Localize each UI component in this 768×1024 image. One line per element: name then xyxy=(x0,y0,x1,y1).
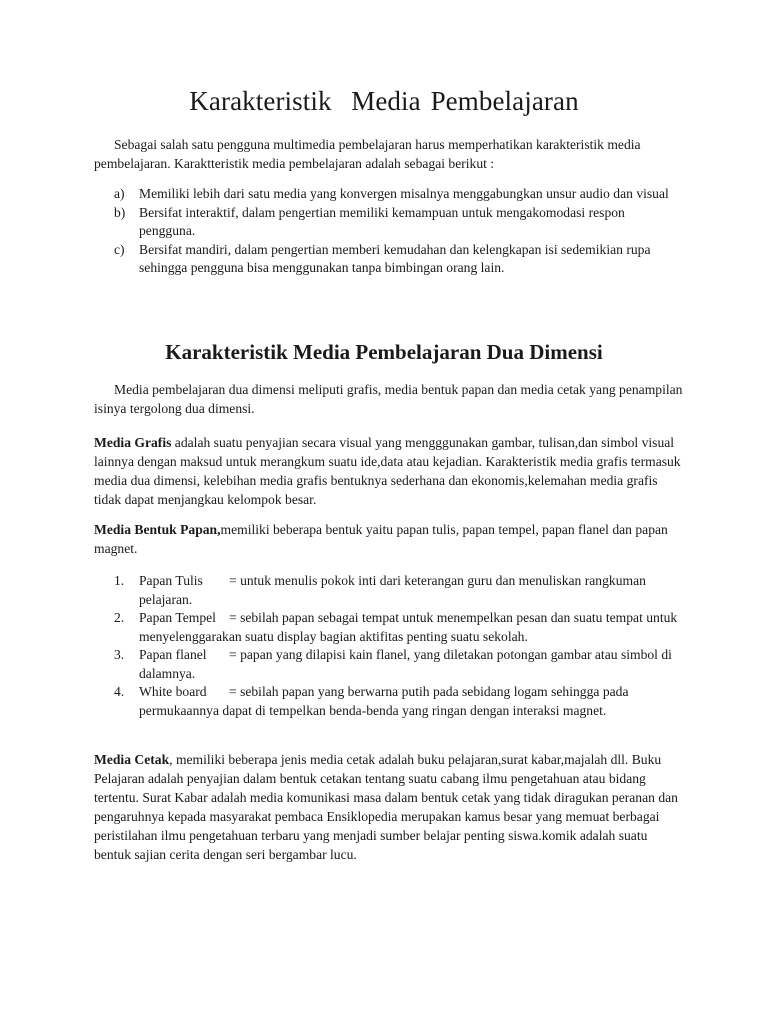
section-intro-paragraph: Media pembelajaran dua dimensi meliputi grafis, media bentuk papan dan media cetak yang penampilan isinya tergolong dua dimensi. xyxy=(94,382,683,416)
media-papan-term: Media Bentuk Papan, xyxy=(94,522,221,537)
list-item-text: = papan yang dilapisi kain flanel, yang diletakan potongan gambar atau simbol di dalamnya. xyxy=(139,647,672,681)
media-grafis-term: Media Grafis xyxy=(94,435,172,450)
list-item-text: = sebilah papan sebagai tempat untuk menempelkan pesan dan suatu tempat untuk menyelenggarakan suatu display bagian aktifitas penting suatu sekolah. xyxy=(139,610,678,644)
papan-types-list xyxy=(114,572,684,720)
list-marker: 4. xyxy=(114,684,125,699)
list-item-text: Bersifat interaktif, dalam pengertian memiliki kemampuan untuk mengakomodasi respon pengguna. xyxy=(139,204,625,238)
list-item xyxy=(114,185,684,204)
intro-paragraph: Sebagai salah satu pengguna multimedia pembelajaran harus memperhatikan karakteristik media pembelajaran. Karaktteristik media pembelajaran adalah sebagai berikut : xyxy=(94,137,641,171)
list-item xyxy=(114,646,684,683)
list-marker: a) xyxy=(114,186,125,201)
list-marker: b) xyxy=(114,204,126,220)
media-grafis-paragraph xyxy=(94,433,684,509)
list-item-text: = untuk menulis pokok inti dari keterangan guru dan menuliskan rangkuman pelajaran. xyxy=(139,573,646,607)
media-cetak-paragraph xyxy=(94,750,684,864)
list-item-term: Papan Tulis xyxy=(139,573,203,588)
list-marker: c) xyxy=(114,241,125,257)
list-marker: 2. xyxy=(114,610,125,625)
media-grafis-text: adalah suatu penyajian secara visual yang mengggunakan gambar, tulisan,dan simbol visual lainnya dengan maksud untuk merangkum suatu ide,data atau kejadian. Karakteristik media grafis termasuk media dua dimensi, kelebihan media grafis bentuknya sederhana dan ekonomis,kelemahan media grafis tidak dapat menjangkau kelompok besar. xyxy=(94,435,681,507)
list-item-text: = sebilah papan yang berwarna putih pada sebidang logam sehingga pada permukaannya dapat di tempelkan benda-benda yang ringan dengan interaksi magnet. xyxy=(139,684,629,718)
section-title: Karakteristik Media Pembelajaran Dua Dimensi xyxy=(165,340,603,364)
list-item xyxy=(114,683,684,720)
media-cetak-text: , memiliki beberapa jenis media cetak adalah buku pelajaran,surat kabar,majalah dll. Buku Pelajaran adalah penyajian dalam bentuk cetakan tentang suatu cabang ilmu pengetahuan atau bidang tertentu. Surat Kabar adalah media komunikasi masa dalam bentuk cetak yang tidak diragukan peranan dan pengaruhnya kepada masyarakat pembaca Ensiklopedia merupakan kamus besar yang memuat berbagai peristilahan ilmu pengetahuan terbaru yang menjadi sumber belajar penting siswa.komik adalah suatu bentuk sajian cerita dengan seri bergambar lucu. xyxy=(94,752,678,862)
list-item-term: Papan Tempel xyxy=(139,610,216,625)
page-title: Karakteristik Media Pembelajaran xyxy=(189,86,579,116)
list-item-term: Papan flanel xyxy=(139,647,207,662)
list-item-text: Bersifat mandiri, dalam pengertian memberi kemudahan dan kelengkapan isi sedemikian rupa sehingga pengguna bisa menggunakan tanpa bimbingan orang lain. xyxy=(139,241,651,275)
list-item xyxy=(114,204,684,241)
list-marker: 1. xyxy=(114,573,125,588)
list-item xyxy=(114,572,684,609)
list-item-text: Memiliki lebih dari satu media yang konvergen misalnya menggabungkan unsur audio dan visual xyxy=(139,186,669,201)
list-item xyxy=(114,241,684,278)
list-item xyxy=(114,609,684,646)
media-cetak-term: Media Cetak xyxy=(94,752,170,767)
media-papan-paragraph xyxy=(94,520,684,558)
media-papan-text: memiliki beberapa bentuk yaitu papan tulis, papan tempel, papan flanel dan papan magnet. xyxy=(94,522,668,556)
list-item-term: White board xyxy=(139,684,207,699)
characteristics-list xyxy=(114,185,684,278)
list-marker: 3. xyxy=(114,647,125,662)
